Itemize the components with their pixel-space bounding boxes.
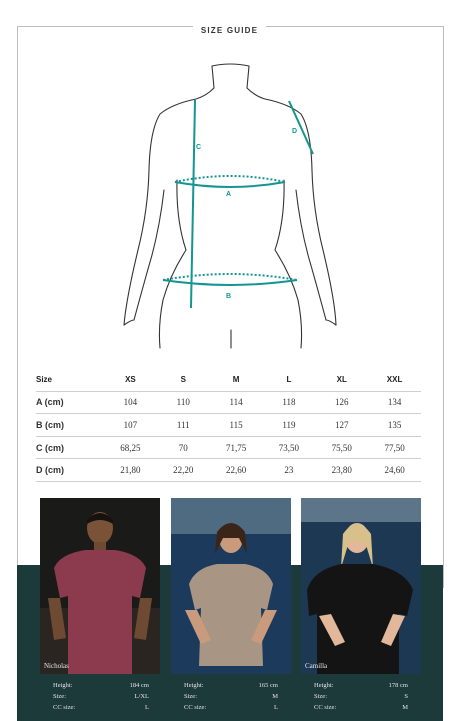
header-s: S xyxy=(157,369,210,391)
model-info-1 xyxy=(53,680,149,713)
model-photo-image xyxy=(301,498,421,674)
header-xl: XL xyxy=(315,369,368,391)
cell: 70 xyxy=(157,436,210,459)
cell: 110 xyxy=(157,391,210,414)
measure-a-front xyxy=(175,182,285,187)
cell: 127 xyxy=(315,414,368,437)
cell: 71,75 xyxy=(210,436,263,459)
model-info-2 xyxy=(184,680,278,713)
header-xs: XS xyxy=(104,369,157,391)
model-photo-1 xyxy=(40,498,160,674)
header-l: L xyxy=(262,369,315,391)
cell: 114 xyxy=(210,391,263,414)
cell: 21,80 xyxy=(104,459,157,482)
header-m: M xyxy=(210,369,263,391)
cell: 118 xyxy=(262,391,315,414)
size-value: S xyxy=(404,693,408,700)
row-label: D (cm) xyxy=(36,459,104,482)
cc-size-value: L xyxy=(274,704,278,711)
height-label: Height: xyxy=(53,682,73,689)
header-xxl: XXL xyxy=(368,369,421,391)
measure-b-front xyxy=(163,280,297,285)
table-row xyxy=(36,414,421,437)
size-guide-title: SIZE GUIDE xyxy=(0,20,459,38)
cc-size-value: L xyxy=(145,704,149,711)
measure-b-back xyxy=(163,274,297,280)
header-size: Size xyxy=(36,369,104,391)
label-d: D xyxy=(292,128,298,135)
cell: 24,60 xyxy=(368,459,421,482)
model-name: Nicholas xyxy=(44,662,69,670)
label-b: B xyxy=(226,293,232,300)
size-label: Size: xyxy=(314,693,327,700)
cell: 68,25 xyxy=(104,436,157,459)
body-outline xyxy=(124,64,336,348)
cell: 73,50 xyxy=(262,436,315,459)
size-value: M xyxy=(272,693,278,700)
cell: 77,50 xyxy=(368,436,421,459)
row-label: C (cm) xyxy=(36,436,104,459)
body-measurement-diagram xyxy=(0,0,459,360)
height-value: 184 cm xyxy=(129,682,149,689)
cell: 23 xyxy=(262,459,315,482)
table-row xyxy=(36,459,421,482)
size-value: L/XL xyxy=(134,693,149,700)
cc-size-value: M xyxy=(402,704,408,711)
cell: 107 xyxy=(104,414,157,437)
row-label: A (cm) xyxy=(36,391,104,414)
measure-a-back xyxy=(175,176,285,182)
cell: 22,20 xyxy=(157,459,210,482)
cell: 23,80 xyxy=(315,459,368,482)
model-photo-image xyxy=(171,498,291,674)
cell: 134 xyxy=(368,391,421,414)
height-value: 178 cm xyxy=(388,682,408,689)
cc-size-label: CC size: xyxy=(53,704,76,711)
size-table xyxy=(36,369,421,482)
cell: 126 xyxy=(315,391,368,414)
cc-size-label: CC size: xyxy=(184,704,207,711)
size-table-header xyxy=(36,369,421,391)
model-photo-3 xyxy=(301,498,421,674)
cell: 104 xyxy=(104,391,157,414)
cell: 135 xyxy=(368,414,421,437)
table-row xyxy=(36,436,421,459)
model-photo-2 xyxy=(171,498,291,674)
cell: 22,60 xyxy=(210,459,263,482)
size-label: Size: xyxy=(184,693,197,700)
cc-size-label: CC size: xyxy=(314,704,337,711)
cell: 111 xyxy=(157,414,210,437)
height-label: Height: xyxy=(314,682,334,689)
cell: 75,50 xyxy=(315,436,368,459)
size-label: Size: xyxy=(53,693,66,700)
height-label: Height: xyxy=(184,682,204,689)
model-photo-image xyxy=(40,498,160,674)
label-c: C xyxy=(196,144,202,151)
label-a: A xyxy=(226,191,232,198)
model-name: Camilla xyxy=(305,662,328,670)
row-label: B (cm) xyxy=(36,414,104,437)
height-value: 165 cm xyxy=(258,682,278,689)
measurement-lines xyxy=(163,100,313,308)
table-row xyxy=(36,391,421,414)
cell: 119 xyxy=(262,414,315,437)
model-info-3 xyxy=(314,680,408,713)
cell: 115 xyxy=(210,414,263,437)
